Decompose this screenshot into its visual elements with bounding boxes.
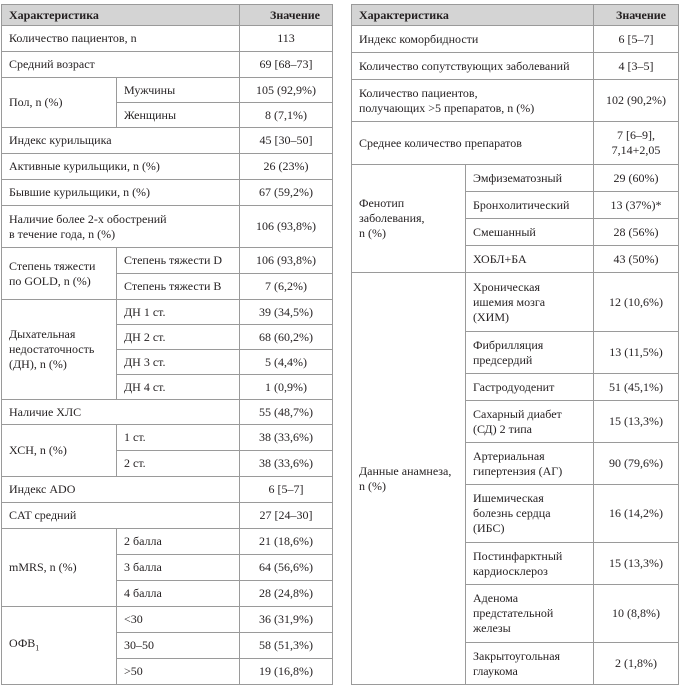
row-label: Активные курильщики, n (%) <box>2 154 240 180</box>
table-row <box>2 248 333 274</box>
row-value: 45 [30–50] <box>240 128 333 154</box>
subgroup-label: ДН 3 ст. <box>117 350 240 375</box>
row-value: 6 [5–7] <box>594 26 679 53</box>
table-row <box>2 425 333 451</box>
row-value: 12 (10,6%) <box>594 273 679 332</box>
subgroup-label: Эмфизематозный <box>466 165 594 192</box>
subgroup-label: ДН 1 ст. <box>117 300 240 325</box>
subgroup-label: 2 балла <box>117 529 240 555</box>
header-characteristic: Характеристика <box>352 5 594 26</box>
value-line: 7 [6–9], <box>617 128 655 142</box>
label-line: (ИБС) <box>473 521 505 535</box>
subgroup-label: Смешанный <box>466 219 594 246</box>
group-label <box>352 273 466 685</box>
label-line: Степень тяжести <box>9 258 96 273</box>
label-line: ишемия мозга <box>473 294 546 309</box>
table-row <box>2 529 333 555</box>
table-row <box>352 122 679 165</box>
row-label: Индекс коморбидности <box>352 26 594 53</box>
label-line: Сахарный диабет <box>473 406 562 421</box>
subgroup-label: Степень тяжести D <box>117 248 240 274</box>
row-value: 5 (4,4%) <box>240 350 333 375</box>
subgroup-label <box>466 332 594 374</box>
group-label: Пол, n (%) <box>2 78 117 128</box>
subgroup-label <box>466 543 594 585</box>
row-label: Среднее количество препаратов <box>352 122 594 165</box>
group-label <box>352 165 466 273</box>
header-value: Значение <box>240 5 333 26</box>
row-value: 15 (13,3%) <box>594 401 679 443</box>
table-row <box>2 300 333 325</box>
table-row <box>2 78 333 103</box>
row-value: 1 (0,9%) <box>240 375 333 400</box>
label-line: предсердий <box>473 352 533 367</box>
subgroup-label <box>466 643 594 685</box>
subgroup-label: Степень тяжести B <box>117 274 240 300</box>
row-value: 13 (37%)* <box>594 192 679 219</box>
label-line: Данные анамнеза, <box>359 463 452 478</box>
row-value: 69 [68–73] <box>240 52 333 78</box>
table-header-row <box>2 5 333 26</box>
label-line: n (%) <box>359 226 386 240</box>
row-label: Бывшие курильщики, n (%) <box>2 180 240 206</box>
row-value: 7 (6,2%) <box>240 274 333 300</box>
label-line: Фибрилляция <box>473 337 544 352</box>
subgroup-label: ХОБЛ+БА <box>466 246 594 273</box>
group-label <box>2 607 117 685</box>
table-row <box>2 206 333 248</box>
row-value: 105 (92,9%) <box>240 78 333 103</box>
subgroup-label: ДН 2 ст. <box>117 325 240 350</box>
subgroup-label: Бронхолитический <box>466 192 594 219</box>
subgroup-label: <30 <box>117 607 240 633</box>
table-row <box>352 53 679 80</box>
subgroup-label <box>466 585 594 643</box>
row-label: CAT средний <box>2 503 240 529</box>
subgroup-label <box>466 374 594 401</box>
row-value: 64 (56,6%) <box>240 555 333 581</box>
label-line: Аденома <box>473 591 519 605</box>
table-row <box>2 477 333 503</box>
row-value: 26 (23%) <box>240 154 333 180</box>
label-line: Наличие более 2-х обострений <box>9 211 167 226</box>
subgroup-label: 1 ст. <box>117 425 240 451</box>
table-row <box>2 400 333 425</box>
row-value: 8 (7,1%) <box>240 103 333 128</box>
row-value: 38 (33,6%) <box>240 451 333 477</box>
row-value: 21 (18,6%) <box>240 529 333 555</box>
subgroup-label: 2 ст. <box>117 451 240 477</box>
row-value: 2 (1,8%) <box>594 643 679 685</box>
row-label <box>2 206 240 248</box>
row-label <box>352 80 594 122</box>
subgroup-label <box>466 485 594 543</box>
label-line: в течение года, n (%) <box>9 226 116 241</box>
fev-label: ОФВ <box>9 635 36 650</box>
label-line: Постинфарктный <box>473 548 563 563</box>
value-line: 7,14+2,05 <box>611 143 661 157</box>
label-line: n (%) <box>359 478 386 493</box>
row-value: 36 (31,9%) <box>240 607 333 633</box>
row-label: Индекс курильщика <box>2 128 240 154</box>
row-label: Индекс ADO <box>2 477 240 503</box>
subgroup-label: 30–50 <box>117 633 240 659</box>
row-value: 90 (79,6%) <box>594 443 679 485</box>
row-value: 19 (16,8%) <box>240 659 333 685</box>
row-value: 27 [24–30] <box>240 503 333 529</box>
table-row <box>2 180 333 206</box>
label-line: Гастродуоденит <box>473 379 555 394</box>
row-value: 28 (24,8%) <box>240 581 333 607</box>
table-row <box>2 26 333 52</box>
row-label: Средний возраст <box>2 52 240 78</box>
row-value: 15 (13,3%) <box>594 543 679 585</box>
row-value: 38 (33,6%) <box>240 425 333 451</box>
right-characteristics-table <box>351 4 679 685</box>
label-line: глаукома <box>473 663 518 678</box>
label-line: железы <box>473 621 511 635</box>
subgroup-label <box>466 273 594 332</box>
table-row <box>2 607 333 633</box>
table-header-row <box>352 5 679 26</box>
row-value: 6 [5–7] <box>240 477 333 503</box>
row-value: 106 (93,8%) <box>240 206 333 248</box>
row-value: 55 (48,7%) <box>240 400 333 425</box>
table-row <box>2 52 333 78</box>
subgroup-label: >50 <box>117 659 240 685</box>
subgroup-label: Женщины <box>117 103 240 128</box>
group-label <box>2 300 117 400</box>
row-value: 58 (51,3%) <box>240 633 333 659</box>
row-label: Наличие ХЛС <box>2 400 240 425</box>
label-line: Дыхательная <box>9 327 76 341</box>
subgroup-label <box>466 443 594 485</box>
table-row <box>352 26 679 53</box>
row-value: 43 (50%) <box>594 246 679 273</box>
label-line: кардиосклероз <box>473 563 548 578</box>
left-characteristics-table <box>1 4 333 685</box>
fev-subscript: 1 <box>35 643 40 653</box>
label-line: получающих >5 препаратов, n (%) <box>359 100 535 115</box>
table-row <box>352 80 679 122</box>
label-line: Ишемическая <box>473 491 544 505</box>
row-label: Количество сопутствующих заболеваний <box>352 53 594 80</box>
label-line: Количество пациентов, <box>359 85 478 100</box>
row-value: 29 (60%) <box>594 165 679 192</box>
subgroup-label: Мужчины <box>117 78 240 103</box>
group-label <box>2 248 117 300</box>
row-value: 28 (56%) <box>594 219 679 246</box>
subgroup-label <box>466 401 594 443</box>
label-line: (ДН), n (%) <box>9 357 67 371</box>
row-label: Количество пациентов, n <box>2 26 240 52</box>
subgroup-label: ДН 4 ст. <box>117 375 240 400</box>
label-line: Артериальная <box>473 448 545 463</box>
table-row <box>352 165 679 192</box>
row-value: 4 [3–5] <box>594 53 679 80</box>
row-value: 10 (8,8%) <box>594 585 679 643</box>
group-label: ХСН, n (%) <box>2 425 117 477</box>
label-line: предстательной <box>473 606 554 620</box>
subgroup-label: 4 балла <box>117 581 240 607</box>
label-line: (ХИМ) <box>473 309 509 324</box>
label-line: (СД) 2 типа <box>473 421 532 436</box>
row-value: 67 (59,2%) <box>240 180 333 206</box>
row-value: 51 (45,1%) <box>594 374 679 401</box>
label-line: по GOLD, n (%) <box>9 273 91 288</box>
row-value: 39 (34,5%) <box>240 300 333 325</box>
subgroup-label: 3 балла <box>117 555 240 581</box>
row-value: 68 (60,2%) <box>240 325 333 350</box>
row-value: 113 <box>240 26 333 52</box>
row-value: 102 (90,2%) <box>594 80 679 122</box>
table-row <box>2 503 333 529</box>
header-value: Значение <box>594 5 679 26</box>
label-line: гипертензия (АГ) <box>473 463 563 478</box>
row-value: 106 (93,8%) <box>240 248 333 274</box>
header-characteristic: Характеристика <box>2 5 240 26</box>
label-line: Хроническая <box>473 279 540 294</box>
group-label: mMRS, n (%) <box>2 529 117 607</box>
table-row <box>352 273 679 332</box>
label-line: Фенотип <box>359 196 405 210</box>
table-row <box>2 128 333 154</box>
row-value <box>594 122 679 165</box>
row-value: 16 (14,2%) <box>594 485 679 543</box>
label-line: недостаточность <box>9 342 95 356</box>
label-line: болезнь сердца <box>473 506 551 520</box>
label-line: Закрытоугольная <box>473 648 561 663</box>
label-line: заболевания, <box>359 211 425 225</box>
table-row <box>2 154 333 180</box>
row-value: 13 (11,5%) <box>594 332 679 374</box>
